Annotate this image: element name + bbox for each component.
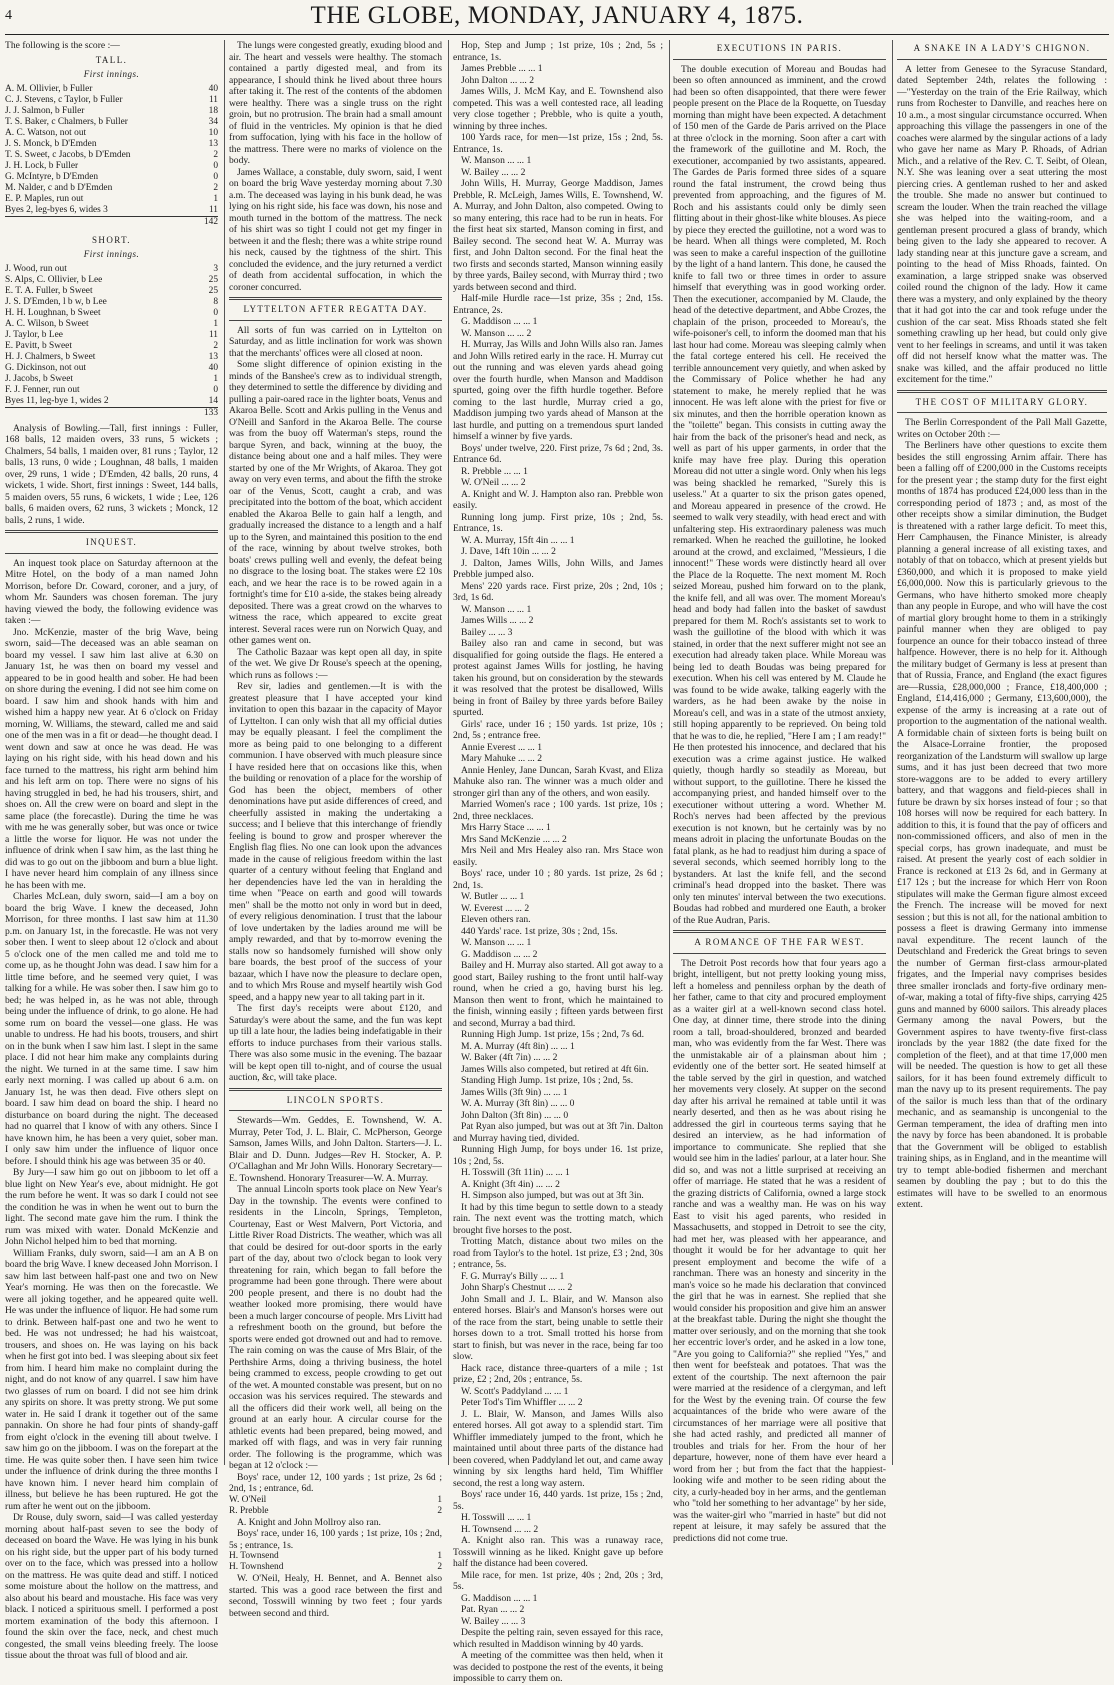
- inquest-paragraph: Dr Rouse, duly sworn, said—I was called yesterday morning about half-past seven to see the body of deceased on board the Wave. He was lying in his bunk on his right side, but the upper part of his body turned over on to the face, which was pressed into a hollow on the mattress. He was quite dead and stiff. I noticed some moisture about the hollow on the mattress, and also about his beard and moustache. His face was very black. I noticed a spirituous smell. I performed a post mortem examination of the body this afternoon. I found the skin over the face, neck, and chest much congested, the small veins bleeding freely. The loose tissue about the throat was full of blood and air.: [5, 1512, 218, 1661]
- score-row: [5, 150, 218, 161]
- paris-executions-article: [673, 64, 886, 927]
- score-value: 8: [213, 296, 218, 307]
- score-row: [229, 1495, 442, 1506]
- result-line: W. Manson ... ... 1: [461, 937, 532, 948]
- result-line: A. Knight and W. J. Hampton also ran. Prebble won easily.: [453, 488, 663, 511]
- result-line: M. A. Murray (4ft 8in) ... ... 1: [461, 1040, 575, 1052]
- score-value: 11: [208, 94, 218, 105]
- result-line: Boys' race under 16, 440 yards. 1st prize, 15s ; 2nd, 5s.: [453, 1489, 663, 1512]
- player-name: E. T. A. Fuller, b Sweet: [5, 285, 93, 296]
- score-row: [229, 1551, 442, 1562]
- score-value: 1: [437, 1551, 442, 1561]
- result-line: John Small and J. L. Blair, and W. Manson also entered horses. Blair's and Manson's horses were out of the race from the start, being unable to settle their horses down to a trot. Small trotted his horse from start to finish, but was never in the race, being far too slow.: [453, 1293, 663, 1362]
- player-name: H. Townshend: [229, 1562, 284, 1572]
- far-west-article: [673, 958, 886, 1545]
- result-line: John Sharp's Chestnut ... ... 2: [461, 1282, 573, 1293]
- cricket-short-heading: SHORT.: [92, 234, 131, 245]
- result-line: Running High Jump. 1st prize, 15s ; 2nd, 7s 6d.: [461, 1029, 645, 1040]
- total-row: [5, 216, 218, 228]
- innings-total: 133: [194, 407, 218, 419]
- score-row: [5, 363, 218, 374]
- score-row: [5, 205, 218, 217]
- result-line: James Wills, J. McM Kay, and E. Townshend also competed. This was a well contested race, all leading very close together ; Prebble, who is quite a youth, winning by three inches.: [453, 86, 663, 132]
- inquest-paragraph: An inquest took place on Saturday afternoon at the Mitre Hotel, on the body of a man named John Morrison, before Dr. Coward, coroner, and a jury, of whom Mr. Saunders was chosen foreman. The jury having viewed the body, the following evidence was taken :—: [5, 557, 218, 626]
- score-value: 2: [437, 1505, 442, 1516]
- result-line: James Wills also competed, but retired at 4ft 6in.: [461, 1063, 649, 1075]
- result-line: Annie Everest ... ... 1: [461, 741, 542, 753]
- lincoln-sports-tail: W. O'Neil, Healy, H. Bennet, and A. Bennet also started. This was a good race between the first and second, Tosswill winning by two feet ; four yards between second and third.: [229, 1573, 442, 1619]
- result-line: A. Knight also ran. This was a runaway race, Tosswill winning as he liked. Knight gave up before half the distance had been covered.: [453, 1535, 663, 1569]
- result-line: W. Everest ... ... 2: [461, 902, 530, 914]
- result-line: R. Prebble ... ... 1: [461, 465, 528, 477]
- player-name: J. S. D'Emden, l b w, b Lee: [5, 296, 107, 307]
- cricket-tall-score-table: [5, 84, 218, 228]
- result-line: G. Maddison ... ... 1: [461, 1592, 538, 1604]
- result-line: Boys' race, under 10 ; 80 yards. 1st prize, 2s 6d ; 2nd, 1s.: [453, 868, 663, 891]
- result-line: W. Manson ... ... 1: [461, 603, 532, 615]
- lincoln-sports-article: [229, 1115, 442, 1495]
- result-line: Pat Ryan also jumped, but was out at 3ft 7in. Dalton and Murray having tied, divided.: [453, 1121, 663, 1144]
- result-line: Mrs Neil and Mrs Healey also ran. Mrs Stace won easily.: [453, 845, 663, 868]
- boys-race-results: [229, 1495, 442, 1517]
- result-line: F. G. Murray's Billy ... ... 1: [461, 1270, 565, 1282]
- heading-rule: [229, 320, 442, 321]
- masthead: [5, 0, 1109, 35]
- score-value: 13: [208, 138, 218, 149]
- inquest-paragraph: By Jury—I saw him go out on jibboom to let off a blue light on New Year's eve, about midnight. He got the rum before he went. It was so dark I could not see the condition he was in when he went out to burn the light. The second mate gave him the rum. I think the rum was mixed with water. Donald McKenzie and John Nichol helped him to bed that morning.: [5, 1167, 218, 1247]
- result-line: W. Manson ... ... 2: [461, 327, 532, 339]
- score-row: [5, 106, 218, 117]
- regatta-article: [229, 325, 442, 1084]
- score-value: 0: [213, 171, 218, 182]
- result-line: Trotting Match, distance about two miles on the road from Taylor's to the hotel. 1st prize, £3 ; 2nd, 30s ; entrance, 5s.: [453, 1236, 663, 1270]
- score-row: [5, 275, 218, 286]
- result-line: Mary Mahuke ... ... 2: [461, 753, 542, 764]
- player-name: C. J. Stevens, c Taylor, b Fuller: [5, 94, 123, 105]
- inquest-paragraph: Jno. McKenzie, master of the brig Wave, being sworn, said—The deceased was an able seaman on board my vessel. I saw him last alive at 6.30 on January 1st, he was then on board my vessel and appeared to be in good health and sober. He had been on shore during the evening. I did not see him come on board. I saw him and shook hands with him and wished him a happy new year. At 6 o'clock on Friday morning, W. Williams, the steward, called me and said one of the men was in a fit or dead—he thought dead. I went down and saw at once he was dead. He was laying on his right side, with his head down and his face turned to the mattress, his right arm behind him and his left arm on top. There were no signs of his having struggled in bed, he had his trousers, shirt, and shoes on. All the crew were on board and slept in the same place (the forecastle). During the time he was with me he was generally sober, but was once or twice a little the worse for liquor. He was not under the influence of drink when I saw him, as the last thing he did was to go out on the jibboom and burn a blue light. I have never heard him complain of any illness since he has been with me.: [5, 626, 218, 891]
- column-divider: [229, 297, 442, 300]
- lincoln-sports-notes: [229, 1517, 442, 1552]
- player-name: J. J. Salmon, b Fuller: [5, 105, 85, 116]
- player-name: W. O'Neil: [229, 1494, 267, 1505]
- far-west-heading: A ROMANCE OF THE FAR WEST.: [694, 937, 865, 947]
- score-row: [5, 183, 218, 194]
- regatta-paragraph: All sorts of fun was carried on in Lyttelton on Saturday, and as little inclination for work was shown that the merchants' offices were all closed at noon.: [229, 324, 442, 359]
- bowling-analysis: Analysis of Bowling.—Tall, first innings : Fuller, 168 balls, 12 maiden overs, 33 runs, 5 wickets ; Chalmers, 54 balls, 1 maiden over, 81 runs ; Taylor, 12 balls, 13 runs, 0 wide ; Loughnan, 48 balls, 1 maiden over, 29 runs, 1 wide ; D'Emden, 42 balls, 20 runs, 4 wickets, 1 wide. Short, first innings : Sweet, 144 balls, 5 maiden overs, 55 runs, 6 wickets, 1 wide ; Lee, 126 balls, 6 maiden overs, 62 runs, 3 wickets ; Monck, 12 balls, 2 runs, 1 wide.: [5, 422, 218, 526]
- score-value: 1: [437, 1494, 442, 1505]
- score-value: 2: [437, 1562, 442, 1572]
- score-row: [5, 352, 218, 363]
- result-line: J. L. Blair, W. Manson, and James Wills also entered horses. All got away to a splendid start. Tim Whiffler immediately jumped to the front, which he maintained until about three parts of the distance had been covered, when Paddyland let out, and came away winning by six lengths hard held, Tim Whiffler second, the rest a long way astern.: [453, 1408, 663, 1489]
- regatta-heading: LYTTELTON AFTER REGATTA DAY.: [243, 304, 428, 314]
- column-1: [5, 40, 225, 1661]
- military-glory-paragraph: The Berlin Correspondent of the Pall Mall Gazette, writes on October 20th :—: [897, 417, 1107, 440]
- player-name: H. J. Chalmers, b Sweet: [5, 351, 96, 362]
- result-line: W. Manson ... ... 1: [461, 155, 532, 166]
- result-line: John Dalton ... ... 2: [461, 74, 535, 86]
- military-glory-paragraph: The Berliners have other questions to excite them besides the still engrossing Arnim affair. There has been a falling off of £200,000 in the Customs receipts for the present year ; the stamp duty for the first eight months of 1874 has produced £24,000 less than in the corresponding period of 1873 ; and, as most of the other receipts show a similar diminution, the Budget is threatened with a rather large deficit. To meet this, Herr Camphausen, the Finance Minister, is already planning a general increase of all existing taxes, and notably of that on tobacco, which at present yields but £360,000, and which it is proposed to make yield £6,000,000. Now this is particularly grievous to the Germans, who have hitherto smoked more cheaply than any people in Europe, and who will have the cost of martial glory brought home to them in a strikingly painful manner when they are obliged to pay fourpence an ounce for their tobacco instead of three halfpence. However, there is no help for it. Although the military budget of Germany is less at present than that of Russia, France, and England (the exact figures are—Russia, £28,000,000 ; France, £18,400,000 ; England, £14,416,000 ; Germany, £13,600,000), the expense of the army is increasing at a rate out of proportion to the augmentation of the national wealth. A formidable chain of sixteen forts is being built on the Alsace-Lorraine frontier, the proposed reorganization of the Landsturm will swallow up large sums, and it has just been decreed that two more store-waggons are to be added to every artillery battery, and that waggons and field-pieces shall in future be drawn by six horses instead of four ; so that 108 horses will now be required for each battery. In addition to this, it is found that the pay of officers and non-commissioned officers, and also of men in the special corps, has grown inadequate, and must be raised. At present the yearly cost of each soldier in France is reckoned at £13 2s 6d, and in Germany at £17 12s ; but the increase for which Herr von Roon stipulates will make the German figure almost exceed the French. The increase will be moved for next session ; but this is not all, for the national ambition to possess a fleet is drawing Germany into immense naval expenditure. The recent launch of the Deutschland and Frederick the Great brings to seven the number of German first-class armour-plated frigates, and the Imperial navy comprises besides three smaller ironclads and forty-five ordinary men-of-war, making a total of fifty-five ships, carrying 425 guns and manned by 6000 sailors. This already places Germany among the naval Powers, but the Government aspires to have twenty-five first-class ironclads by the year 1882 (the date fixed for the completion of the fleet), and at that time 17,000 men will be needed. The question is how to get all these sailors, for it has been found extremely difficult to man the navy up to its present requirements. The pay of the sailor is much less than that of the ordinary mechanic, and as seamanship is uncongenial to the German temperament, the idea of drafting men into the navy by force has been abandoned. It is probable that the Government will be obliged to establish training ships, as in England, and in the meantime will try to tempt able-bodied fishermen and merchant seamen by doubling the pay ; but to do this the estimates will have to be swelled to an enormous extent.: [897, 440, 1107, 1210]
- score-value: 40: [208, 83, 218, 94]
- lincoln-paragraph: Boys' race, under 16, 100 yards ; 1st prize, 10s ; 2nd, 5s ; entrance, 1s.: [229, 1528, 442, 1551]
- result-line: Bailey also ran and came in second, but was disqualified for going outside the flags. He entered a protest against James Wills for jostling, he having taken his ground, but on consideration by the stewards it was resolved that the protest be disallowed, Wills being in front of Bailey by three yards before Bailey spurted.: [453, 638, 663, 718]
- lincoln-heading: LINCOLN SPORTS.: [286, 1094, 385, 1105]
- score-row: [5, 385, 218, 396]
- result-line: Bailey ... ... 3: [461, 626, 513, 638]
- result-line: Pat. Ryan ... ... 2: [461, 1604, 525, 1615]
- player-name: Byes 2, leg-byes 6, wides 3: [5, 204, 108, 215]
- military-glory-article: [897, 417, 1107, 1211]
- lincoln-paragraph: The annual Lincoln sports took place on New Year's Day in the township. The events were confined to residents in the Lincoln, Springs, Templeton, Courtenay, East or West Malvern, Port Victoria, and Little River Road Districts. The weather, which was all that could be desired for out-door sports in the early part of the day, about two o'clock began to look very threatening for rain, which began to fall before the programme had been gone through. There were about 200 people present, and there is no doubt had the weather looked more promising, there would have been a much larger concourse of people. Mrs Livitt had a refreshment booth on the ground, but before the sports were ended got drowned out and had to remove. The rain coming on was the cause of Mrs Blair, of the Perthshire Arms, doing a thriving business, the hotel being crammed to excess, people crowding to get out of the wet. A mounted constable was present, but on no occasion was his services required. The stewards and all the officers did their work well, all being on the ground at an early hour. A circular course for the athletic events had been prepared, being mowed, and marked off with flags, and was in very fair running order. The following is the programme, which was began at 12 o'clock :—: [229, 1184, 442, 1471]
- paris-heading: EXECUTIONS IN PARIS.: [716, 43, 843, 53]
- result-line: Mrs Harry Stace ... ... 1: [461, 822, 551, 833]
- inquest-paragraph: James Wallace, a constable, duly sworn, said, I went on board the brig Wave yesterday morning about 7.30 a.m. The deceased was laying in his bunk dead, he was lying on his right side, his face was down, his nose and mouth turned in the bottom of the mattress. The neck of his shirt was so tight I could not get my finger in between it and the flesh; there was a white stripe round his neck, caused by the tightness of the shirt. This concluded the evidence, and the jury returned a verdict of death from accidental suffocation, in which the coroner concurred.: [229, 166, 442, 293]
- score-value: 1: [213, 373, 218, 384]
- score-row: [5, 172, 218, 183]
- player-name: S. Alps, C. Ollivier, b Lee: [5, 274, 103, 285]
- result-line: Running long jump. First prize, 10s ; 2nd, 5s. Entrance, 1s.: [453, 511, 663, 534]
- player-name: Byes 11, leg-bye 1, wides 2: [5, 395, 109, 406]
- result-line: James Wills (3ft 9in) ... ... 1: [461, 1086, 568, 1098]
- score-row: [5, 139, 218, 150]
- result-line: Despite the pelting rain, seven essayed for this race, which resulted in Maddison winning by 40 yards.: [453, 1627, 663, 1650]
- result-line: A. Knight (3ft 4in) ... ... 2: [461, 1178, 560, 1190]
- player-name: G. Dickinson, not out: [5, 362, 86, 373]
- result-line: Hack race, distance three-quarters of a mile ; 1st prize, £2 ; 2nd, 20s ; entrance, 5s.: [453, 1362, 663, 1385]
- player-name: T. S. Sweet, c Jacobs, b D'Emden: [5, 149, 131, 160]
- score-row: [5, 341, 218, 352]
- far-west-paragraph: The Detroit Post records how that four years ago a bright, intelligent, but not pretty looking young miss, left a homeless and penniless orphan by the death of her father, came to that city and procured employment as a waiter girl at a well-known second class hotel. One day, at dinner time, there strode into the dining room a tall, broad-shouldered, bronzed and bearded man, who was evidently from the far West. There was the unmistakable air of a plainsman about him ; evidently one of the better sort. He seated himself at the table served by the girl in question, and watched her movements very closely. At supper on the second day after his arrival he remained at table until it was nearly deserted, and then as he was about rising he addressed the girl in courteous terms saying that he desired an interview, as he had information of importance to communicate. She replied that she would see him in the ladies' parlour, at a later hour. She did so, and was not a little surprised at receiving an offer of marriage. He stated that he was a resident of the grazing districts of California, owned a large stock ranche and was a wealthy man. He was on his way East to visit his aged parents, who resided in Massachusetts, and stopped in Detroit to see the city, had met her, was pleased with her appearance, and thought it would be for her advantage to quit her present employment and become the wife of a ranchman. There was an honesty and sincerity in the man's voice so he made his declaration that convinced the girl that he was in earnest. She replied that she would consider his proposition and give him an answer at the breakfast table. During the night she thought the matter over seriously, and on the morning that she took her eccentric lover's order, and he asked in a low tone, "Are you going to California?" she replied "Yes," and then went for beefsteak and potatoes. That was the extent of the courtship. The next afternoon the pair were married at the residence of a clergyman, and left for the West by the evening train. Of course the few acquaintances of the bride who were aware of the circumstances of her marriage were all positive that she had acted rashly, and predicted all manner of troubles and trials for her. From the hour of her departure, however, none of them have ever heard a word from her ; but from the fact that the happiest-looking wife and mother to be seen riding about the city, a curly-headed boy in her arms, and the gentleman who "told her something to her advantage" by her side, was the waiter-girl who "married in haste" but did not repent at leisure, it may safely be assured that the predictions did not come true.: [673, 957, 886, 1544]
- player-name: J. Taylor, b Lee: [5, 329, 63, 340]
- result-line: W. Bailey ... ... 3: [461, 1615, 526, 1627]
- score-value: 25: [208, 285, 218, 296]
- result-line: James Wills ... ... 2: [461, 615, 534, 626]
- result-line: W. Baker (4ft 7in) ... ... 2: [461, 1052, 558, 1063]
- score-value: 10: [208, 127, 218, 138]
- score-value: 14: [208, 395, 218, 406]
- result-line: W. Bailey ... ... 2: [461, 166, 526, 178]
- result-line: 100 Yards race, for men—1st prize, 15s ; 2nd, 5s. Entrance, 1s.: [453, 132, 663, 155]
- result-line: Eleven others ran.: [461, 914, 531, 925]
- column-2: [229, 40, 449, 1619]
- player-name: G. McIntyre, b D'Emden: [5, 171, 99, 182]
- result-line: W. A. Murray (3ft 8in) ... ... 0: [461, 1098, 575, 1109]
- player-name: J. S. Monck, b D'Emden: [5, 138, 97, 149]
- boys16-race-results: [229, 1551, 442, 1573]
- score-row: [5, 264, 218, 275]
- result-line: J. Dave, 14ft 10in ... ... 2: [461, 546, 556, 557]
- result-line: It had by this time begun to settle down to a steady rain. The next event was the trotting match, which brought five horses to the post.: [453, 1201, 663, 1236]
- heading-rule: [5, 553, 218, 554]
- heading-rule: [897, 412, 1107, 413]
- score-row: [229, 1506, 442, 1517]
- inquest-paragraph: William Franks, duly sworn, said—I am an A B on board the brig Wave. I knew deceased John Morrison. I saw him last between half-past one and two on New Year's morning. He was then on the forecastle. We were all joking together, and he appeared quite well. He was under the influence of liquor. He had some rum to drink. Between half-past one and two he went to bed. He was not undressed; he had his waistcoat, trousers, and shoes on. He was laying on his back when he first got into bed. I was sleeping about six feet from him. I heard him make no complaint during the night, and do not know of any quarrel. I saw him have two glasses of rum on board. I did not see him drink any spirits on shore. It was pretty strong. We put some water in. He said I drank it together out of the same pannakin. On shore he had four pints of shandy-gaff from eight o'clock in the evening till about twelve. I saw him go on the jibboom. I was on the forepart at the time. He was quite sober then. I have seen him twice under the influence of drink during the three months I have known him. I never heard him complain of illness, but believe he has been ruptured. He got the rum after he went out on the jibboom.: [5, 1247, 218, 1512]
- player-name: A. C. Watson, not out: [5, 127, 87, 138]
- heading-rule: [897, 59, 1107, 60]
- result-line: A meeting of the committee was then held, when it was decided to postpone the rest of the events, it being impossible to carry them on.: [453, 1650, 663, 1684]
- result-line: Bailey and H. Murray also started. All got away to a good start, Bailey rushing to the front until half-way round, when he cried a go, having burst his leg. Manson then went to front, which he maintained to the finish, winning easily ; fifteen yards between first and second, Murray a bad third.: [453, 960, 663, 1029]
- result-line: H. Murray, Jas Wills and John Wills also ran. James and John Wills retired early in the race. H. Murray cut out the running and was eleven yards ahead going over the fourth hurdle, when Manson and Maddison spurted, going over the fifth hurdle together. Before coming to the last hurdle, Murray cried a go, Maddison jumping two yards ahead of Manson at the last hurdle, and putting on a tremendous spurt landed himself a winner by five yards.: [453, 339, 663, 442]
- score-value: 0: [213, 160, 218, 171]
- snake-heading: A SNAKE IN A LADY'S CHIGNON.: [913, 43, 1091, 53]
- result-line: G. Maddison ... ... 1: [461, 316, 538, 327]
- paris-paragraph: The double execution of Moreau and Boudas had been so often announced as imminent, and the crowd had been so often disappointed, that there were fewer people present on the Place de la Roquette, on Tuesday morning than might have been expected. A detachment of 150 men of the Garde de Paris arrived on the Place at three o'clock in the morning. Soon after a cart with the framework of the guillotine and M. Roch, the executioner, accompanied by two assistants, appeared. The Gardes de Paris formed three sides of a square round the fatal instrument, the crowd being thus prevented from approaching, and the figures of M. Roch and his assistants could only be dimly seen flitting about in their ghost-like white blouses. As piece by piece they erected the guillotine, not a word was to be heard. When all things were completed, M. Roch was seen to make a careful inspection of the guillotine by the light of a hand lantern. This done, he caused the knife to fall two or three times in order to assure himself that everything was in good working order. Then the executioner, accompanied by M. Claude, the head of the detective department, and Abbe Crozes, the chaplain of the prison, proceeded to Moreau's, the wife-poisoner's cell, to inform the doomed man that his last hour had come. Moreau was sleeping calmly when the fatal cortege entered his cell. He received the terrible announcement very quietly, and when asked by the Commissary of Police whether he had any statement to make, he merely replied that he was innocent. He was left alone with the priest for five or six minutes, and then the horrible operation known as the "toilette" began. This consists in cutting away the hair from the back of the prisoner's head and neck, as well as part of his upper garments, in order that the knife may have free play. During this operation Moreau did not utter a single word. Only when his legs was being shackled he remarked, "Surely this is useless." At a quarter to six the prison gates opened, and Moreau appeared in presence of the crowd. He seemed to walk very steadily, with head erect and with unfaltering step. His extraordinary paleness was much remarked. When he reached the guillotine, he looked around at the crowd, and exclaimed, "Messieurs, I die innocent!" These words were distinctly heard all over the Place de la Roquette. The next moment M. Roch seized Moreau, pushed him forward on to the plank, the knife fell, and all was over. The moment Moreau's head and body had fallen into the basket of sawdust prepared for them M. Roch's assistants set to work to wash the guillotine of the blood with which it was stained, in order that the next sufferer might not see an execution had already taken place. While Moreau was being led to death Boudas was being prepared for execution. When his cell was entered by M. Claude he was found to be wide awake, talking eagerly with the warders, as he had been awake by the noise in Moreau's cell, and was in a state of the utmost anxiety, still hoping apparently to be reprieved. On being told that he was to die, he replied, "Here I am ; I am ready!" He then protested his innocence, and declared that his execution was a crime against justice. He walked quietly, though hardly so steadily as Moreau, but without support, to the guillotine. There he kissed the accompanying priest, and handed himself over to the executioner without uttering a word. Whether M. Roch's nerves had been affected by the previous execution is not known, but he certainly was by no means adroit in placing the unfortunate Boudas on the fatal plank, as he had to readjust him during a space of several seconds, which seemed horribly long to the bystanders. At last the knife fell, and the second criminal's head dropped into the basket. There was only ten minutes' interval between the two executions. Boudas had robbed and murdered one Eauth, a broker of the Rue Audran, Paris.: [673, 63, 886, 926]
- player-name: R. Prebble: [229, 1505, 269, 1516]
- score-row: [5, 161, 218, 172]
- snake-paragraph: A letter from Genesee to the Syracuse Standard, dated September 24th, relates the following :—"Yesterday on the train of the Erie Railway, which runs from Rochester to Danville, and reaches here on 10 a.m., a most singular circumstance occurred. When approaching this village the passengers in one of the coaches were alarmed by the singular actions of a lady who gave her name as Mary P. Rhoads, of Adrian Mich., and a relative of the Rev. C. T. Seibt, of Olean, N.Y. She was leaning over a seat uttering the most piercing cries. A gentleman rushed to her and asked the trouble. She made no answer but continued to scream the louder. When the train reached the village she was helped into the waiting-room, and a gentleman present procured a glass of brandy, which being given to the lady she appeared to recover. A lady standing near at this juncture gave a scream, and pointing to the head of Miss Rhoads, fainted. On examination, a large stripped snake was observed coiled round the chignon of the lady. How it came there was a mystery, and only explained by the theory that it had got into the car and took refuge under the cushion of the car seat. Miss Rhoads stated she felt something crawling up her head, but could only give vent to her feelings in screams, and until it was taken off did not herself know what the matter was. The snake was killed, and the affair produced no little excitement for the time.": [897, 63, 1107, 385]
- score-value: 1: [213, 193, 218, 204]
- result-line: H. Townsend ... ... 2: [461, 1523, 539, 1535]
- regatta-paragraph: The Catholic Bazaar was kept open all day, in spite of the wet. We give Dr Rouse's speech at the opening, which runs as follows :—: [229, 646, 442, 681]
- regatta-paragraph: The first day's receipts were about £120, and Saturday's were about the same, and the fun was kept up till a late hour, the ladies being indefatigable in their efforts to induce purchases from their various stalls. There was also some music in the evening. The bazaar will be kept open till to-night, and of course the usual auction, &c, will take place.: [229, 1003, 442, 1083]
- score-row: [5, 319, 218, 330]
- heading-rule: [229, 1110, 442, 1111]
- glory-heading: THE COST OF MILITARY GLORY.: [915, 396, 1089, 407]
- player-name: J. Wood, run out: [5, 263, 67, 274]
- score-value: 34: [208, 116, 218, 127]
- result-line: Standing High Jump. 1st prize, 10s ; 2nd, 5s.: [461, 1075, 634, 1086]
- sports-results: [453, 40, 663, 1685]
- cricket-short-innings: First innings.: [83, 249, 140, 259]
- score-row: [229, 1562, 442, 1573]
- score-value: 1: [213, 318, 218, 329]
- result-line: Married Women's race ; 100 yards. 1st prize, 10s ; 2nd, three necklaces.: [453, 799, 663, 822]
- result-line: Mrs Sand McKenzie ... ... 2: [461, 833, 567, 845]
- player-name: F. J. Fenner, run out: [5, 384, 80, 395]
- score-row: [5, 84, 218, 95]
- lincoln-paragraph: Stewards—Wm. Geddes, E. Townshend, W. A. Murray, Peter Tod, J. L. Blair, C. McPherson, George Samson, James Wills, and John Dalton. Starters—J. L. Blair and D. Dunn. Judges—Rev H. Stocker, A. P. O'Callaghan and Mr John Wills. Honorary Secretary—E. Townshend. Honorary Treasurer—W. A. Murray.: [229, 1115, 442, 1184]
- column-3: [453, 40, 670, 1684]
- columns: [5, 40, 1109, 1684]
- score-value: 18: [208, 105, 218, 116]
- score-value: 2: [213, 340, 218, 351]
- score-value: 25: [208, 274, 218, 285]
- player-name: H. Townsend: [229, 1551, 279, 1561]
- snake-article: [897, 64, 1107, 386]
- cricket-short-score-table: [5, 264, 218, 419]
- result-line: Boys' under twelve, 220. First prize, 7s 6d ; 2nd, 3s. Entrance 6d.: [453, 442, 663, 465]
- heading-rule: [673, 953, 886, 954]
- result-line: Half-mile Hurdle race—1st prize, 35s ; 2nd, 15s. Entrance, 2s.: [453, 293, 663, 316]
- score-row: [5, 128, 218, 139]
- innings-total: 142: [194, 216, 218, 228]
- result-line: John Dalton (3ft 8in) ... ... 0: [461, 1109, 569, 1121]
- result-line: H. Tosswill ... ... 1: [461, 1512, 532, 1523]
- result-line: Hop, Step and Jump ; 1st prize, 10s ; 2nd, 5s ; entrance, 1s.: [453, 40, 663, 63]
- score-row: [5, 297, 218, 308]
- regatta-paragraph: Some slight difference of opinion existing in the minds of the Banshee's crew as to individual strength, they determined to settle the difference by dividing and pulling a pair-oared race in the lighter boats, Venus and Akaroa Belle. Scott and Arkis pulling in the Venus and O'Neill and Sanford in the Akaroa Belle. The course was from the buoy off Waterman's steps, round the barque Syren, and back, winning at the buoy, the distance being about one and a half miles. They were started by one of the Mr Wrights, of Akaroa. They got away on very even terms, and about the fifth the stroke oar of the Venus, Scott, caught a crab, and was precipitated into the bottom of the boat, which accident enabled the Akaroa Belle to gain half a length, and gradually increased the distance to a length and a half up to the Syren, and maintained this position to the end of the race, winning by about twelve strokes, both boats' crews pulling well and evenly, the defeat being no disgrace to the losing boat. The stakes were £2 10s each, and we hear the race is to be rowed again in a fortnight's time for £10 a-side, the stakes being already deposited. There was a great crowd on the wharves to witness the race, which appeared to excite great interest. Several races were run on Norwich Quay, and other games went on.: [229, 359, 442, 646]
- score-row: [5, 194, 218, 205]
- player-name: H. H. Loughnan, b Sweet: [5, 307, 101, 318]
- player-name: A. M. Ollivier, b Fuller: [5, 83, 93, 94]
- score-value: 3: [213, 263, 218, 274]
- column-divider: [673, 930, 886, 933]
- inquest-article: [5, 558, 218, 1662]
- result-line: W. Scott's Paddyland ... ... 1: [461, 1385, 569, 1397]
- score-value: 40: [208, 362, 218, 373]
- score-row: [5, 396, 218, 408]
- inquest-heading: INQUEST.: [85, 537, 138, 547]
- column-divider: [229, 1088, 442, 1091]
- inquest-continued: [229, 40, 442, 293]
- column-5: [897, 40, 1107, 1465]
- regatta-paragraph: Rev sir, ladies and gentlemen.—It is with the greatest pleasure that I have accepted your kind invitation to open this bazaar in the capacity of Mayor of Lyttelton. I can only wish that all my official duties may be equally pleasant. I feel the compliment the more as being paid to one belonging to a different communion. I have observed with much pleasure since I have resided here that on occasions like this, when the building or renovation of a place for the worship of God has been the object, members of other denominations have put aside differences of creed, and cheerfully assisted in making the undertaking a success; and I believe that this interchange of friendly feeling is bound to grow and prosper wherever the English flag flies. No one can look upon the advances made in the cause of religious freedom within the last quarter of a century without feeling that England and her dependencies have led the van in heralding the time when "Peace on earth and good will towards men" shall be the motto not only in word but in deed, of every religious denomination. I trust that the labour of love undertaken by the ladies around me will be amply rewarded, and that by to-morrow evening the stalls now so handsomely furnished will show only bare boards, the best proof of the success of your bazaar, which I have now the pleasure to declare open, and to which Mrs Rouse and myself heartily wish God speed, and a happy new year to all taking part in it.: [229, 681, 442, 1003]
- player-name: J. H. Lock, b Fuller: [5, 160, 79, 171]
- result-line: G. Maddison ... ... 2: [461, 948, 538, 960]
- result-line: Mile race, for men. 1st prize, 40s ; 2nd, 20s ; 3rd, 5s.: [453, 1569, 663, 1592]
- result-line: Girls' race, under 16 ; 150 yards. 1st prize, 10s ; 2nd, 5s ; entrance free.: [453, 718, 663, 741]
- score-value: 13: [208, 351, 218, 362]
- result-line: James Prebble ... ... 1: [461, 63, 543, 74]
- result-line: W. Butler ... ... 1: [461, 891, 525, 902]
- result-line: H. Tosswill (3ft 11in) ... ... 1: [461, 1167, 570, 1178]
- score-value: 11: [208, 204, 218, 215]
- total-row: [5, 407, 218, 419]
- player-name: J. Jacobs, b Sweet: [5, 373, 73, 384]
- column-divider: [897, 390, 1107, 393]
- lincoln-paragraph: A. Knight and John Mollroy also ran.: [237, 1516, 381, 1528]
- result-line: W. O'Neil ... ... 2: [461, 477, 526, 488]
- result-line: Annie Henley, Jane Duncan, Sarah Kvast, and Eliza Mahuke also ran. The winner was a much older and stronger girl than any of the others, and won easily.: [453, 764, 663, 799]
- score-value: 2: [213, 149, 218, 160]
- inquest-paragraph: The lungs were congested greatly, exuding blood and air. The heart and vessels were healthy. The stomach contained a partly digested meal, and from its appearance, I should think he lived about three hours after taking it. The rest of the contents of the abdomen were healthy. There was a single truss on the right groin, but no protrusion. The brain had a small amount of fluid in the ventricles. My opinion is that he died from suffocation, lying with his face in the hollow of the mattress. There were no marks of violence on the body.: [229, 40, 442, 166]
- player-name: M. Nalder, c and b D'Emden: [5, 182, 113, 193]
- result-line: H. Simpson also jumped, but was out at 3ft 3in.: [461, 1190, 644, 1201]
- player-name: E. Pavitt, b Sweet: [5, 340, 72, 351]
- page-number: 4: [5, 8, 12, 23]
- result-line: W. A. Murray, 15ft 4in ... ... 1: [461, 534, 575, 546]
- result-line: John Wills, H. Murray, George Maddison, James Prebble, R. McLeigh, James Wills, E. Townshend, W. A. Murray, and John Dalton, also competed. Owing to so many entering, this race had to be run in heats. For the first heat six started, Manson coming in first, and Bailey second. The second heat W. A. Murray was first, and John Dalton second. For the final heat the two firsts and seconds started, Manson winning easily by three yards, Bailey second, with Murray third ; two yards between second and third.: [453, 178, 663, 293]
- score-row: [5, 308, 218, 319]
- player-name: T. S. Baker, c Chalmers, b Fuller: [5, 116, 128, 127]
- column-divider: [5, 530, 218, 533]
- result-line: Mens' 220 yards race. First prize, 20s ; 2nd, 10s ; 3rd, 1s 6d.: [453, 580, 663, 603]
- cricket-tall-innings: First innings.: [83, 69, 140, 79]
- score-row: [5, 95, 218, 106]
- score-value: 0: [213, 307, 218, 318]
- score-row: [5, 286, 218, 297]
- player-name: E. P. Maples, run out: [5, 193, 84, 204]
- score-value: 11: [208, 329, 218, 340]
- column-4: [673, 40, 893, 1544]
- player-name: A. C. Wilson, b Sweet: [5, 318, 89, 329]
- newspaper-title: THE GLOBE, MONDAY, JANUARY 4, 1875.: [310, 2, 804, 29]
- score-value: 2: [213, 182, 218, 193]
- result-line: Running High Jump, for boys under 16. 1st prize, 10s ; 2nd, 5s.: [453, 1144, 663, 1167]
- cricket-tall-heading: TALL.: [95, 54, 128, 65]
- result-line: J. Dalton, James Wills, John Wills, and James Prebble jumped also.: [453, 557, 663, 580]
- score-row: [5, 330, 218, 341]
- cricket-intro: The following is the score :—: [5, 40, 120, 51]
- heading-rule: [673, 59, 886, 60]
- score-row: [5, 117, 218, 128]
- result-line: Peter Tod's Tim Whiffler ... ... 2: [461, 1397, 583, 1408]
- result-line: 440 Yards' race. 1st prize, 30s ; 2nd, 15s.: [461, 925, 618, 937]
- score-value: 0: [213, 384, 218, 395]
- inquest-paragraph: Charles McLean, duly sworn, said—I am a boy on board the brig Wave. I knew the deceased, John Morrison, for three months. I last saw him at 11.30 p.m. on January 1st, in the forecastle. He was not very sober then. I went to sleep about 12 o'clock and about 5 o'clock one of the men called me and told me to come up, as he thought John was dead. I saw him for a little time before, and he seemed very quiet, I was talking for a while. He was sober then. I saw him go to bed; he was helped in, as he was not able, through being under the influence of drink, to go alone. He had some rum on board the vessel—one glass. He was unable to undress. He had his boots, trousers, and shirt on in the bunk when I saw him last. I slept in the same place. I did not hear him make any complaints during the night. We turned in at the same time. I saw him early next morning. I was called up about 6 a.m. on January 1st, he was then dead. Five others slept on board. I saw him dead on board the ship. I heard no disturbance on board during the night. The deceased had no quarrel that I know of with any others. Since I have known him, he has been a very quiet, sober man. I only saw him under the influence of liquor once before. I should think his age was between 35 or 40.: [5, 891, 218, 1167]
- score-row: [5, 374, 218, 385]
- lincoln-paragraph: Boys' race, under 12, 100 yards ; 1st prize, 2s 6d ; 2nd, 1s ; entrance, 6d.: [229, 1471, 442, 1494]
